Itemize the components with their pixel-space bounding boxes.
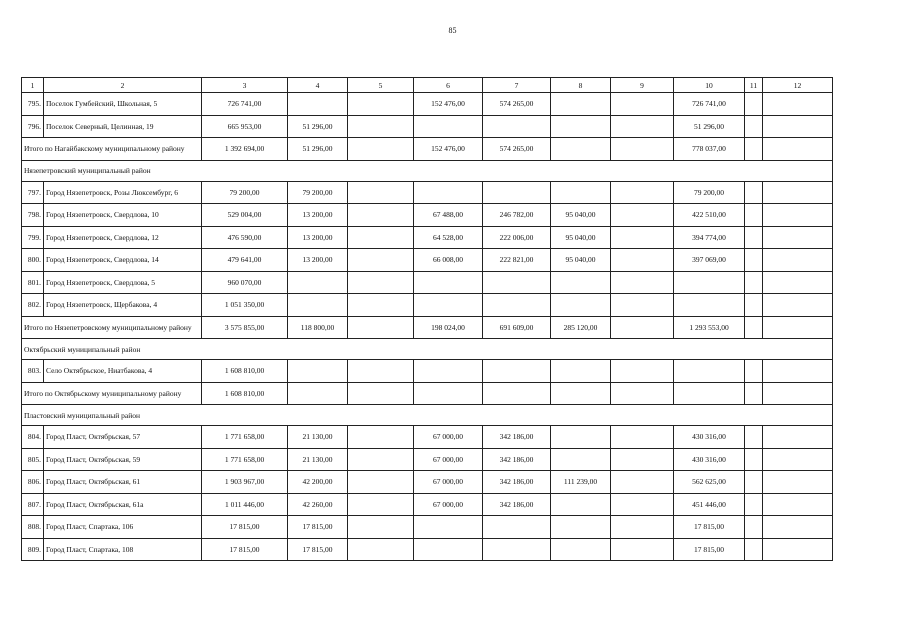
value-cell-c5 bbox=[348, 93, 414, 116]
row-number: 799. bbox=[22, 226, 44, 249]
value-cell-c8 bbox=[551, 493, 611, 516]
value-cell-c3: 476 590,00 bbox=[202, 226, 288, 249]
value-cell-c10: 778 037,00 bbox=[674, 138, 745, 161]
value-cell-c11 bbox=[745, 93, 763, 116]
value-cell-c7 bbox=[483, 115, 551, 138]
column-header: 10 bbox=[674, 78, 745, 93]
repair-costs-table bbox=[21, 77, 833, 561]
value-cell-c7: 342 186,00 bbox=[483, 471, 551, 494]
table-row bbox=[22, 271, 833, 294]
value-cell-c7: 574 265,00 bbox=[483, 138, 551, 161]
value-cell-c10: 1 293 553,00 bbox=[674, 316, 745, 339]
page-number: 85 bbox=[448, 26, 457, 35]
row-number: 802. bbox=[22, 294, 44, 317]
value-cell-c11 bbox=[745, 360, 763, 383]
value-cell-c5 bbox=[348, 294, 414, 317]
value-cell-c6 bbox=[414, 360, 483, 383]
section-title: Октябрьский муниципальный район bbox=[22, 339, 833, 360]
value-cell-c9 bbox=[611, 115, 674, 138]
value-cell-c11 bbox=[745, 382, 763, 405]
value-cell-c8 bbox=[551, 93, 611, 116]
value-cell-c4: 79 200,00 bbox=[288, 181, 348, 204]
value-cell-c9 bbox=[611, 516, 674, 539]
value-cell-c5 bbox=[348, 271, 414, 294]
value-cell-c5 bbox=[348, 516, 414, 539]
value-cell-c9 bbox=[611, 271, 674, 294]
column-header: 6 bbox=[414, 78, 483, 93]
value-cell-c10: 726 741,00 bbox=[674, 93, 745, 116]
value-cell-c12 bbox=[763, 516, 833, 539]
address-cell: Село Октябрьское, Ниатбакова, 4 bbox=[44, 360, 202, 383]
value-cell-c6: 64 528,00 bbox=[414, 226, 483, 249]
column-header: 7 bbox=[483, 78, 551, 93]
value-cell-c6 bbox=[414, 516, 483, 539]
row-number: 800. bbox=[22, 249, 44, 272]
value-cell-c11 bbox=[745, 181, 763, 204]
column-header: 5 bbox=[348, 78, 414, 93]
value-cell-c10: 394 774,00 bbox=[674, 226, 745, 249]
value-cell-c3: 1 608 810,00 bbox=[202, 360, 288, 383]
value-cell-c8 bbox=[551, 538, 611, 561]
value-cell-c12 bbox=[763, 93, 833, 116]
value-cell-c6: 66 008,00 bbox=[414, 249, 483, 272]
value-cell-c11 bbox=[745, 249, 763, 272]
value-cell-c11 bbox=[745, 426, 763, 449]
value-cell-c7 bbox=[483, 516, 551, 539]
value-cell-c6: 67 000,00 bbox=[414, 493, 483, 516]
row-number: 803. bbox=[22, 360, 44, 383]
table-row bbox=[22, 360, 833, 383]
value-cell-c4 bbox=[288, 382, 348, 405]
value-cell-c12 bbox=[763, 471, 833, 494]
value-cell-c9 bbox=[611, 226, 674, 249]
column-header: 2 bbox=[44, 78, 202, 93]
value-cell-c11 bbox=[745, 226, 763, 249]
row-number: 801. bbox=[22, 271, 44, 294]
total-row bbox=[22, 316, 833, 339]
row-number: 807. bbox=[22, 493, 44, 516]
value-cell-c6 bbox=[414, 115, 483, 138]
value-cell-c12 bbox=[763, 316, 833, 339]
value-cell-c5 bbox=[348, 426, 414, 449]
value-cell-c7 bbox=[483, 360, 551, 383]
value-cell-c7 bbox=[483, 294, 551, 317]
value-cell-c7: 222 006,00 bbox=[483, 226, 551, 249]
value-cell-c9 bbox=[611, 204, 674, 227]
value-cell-c12 bbox=[763, 226, 833, 249]
value-cell-c10 bbox=[674, 360, 745, 383]
table-row bbox=[22, 181, 833, 204]
value-cell-c10: 397 069,00 bbox=[674, 249, 745, 272]
table-row bbox=[22, 448, 833, 471]
value-cell-c8 bbox=[551, 448, 611, 471]
value-cell-c9 bbox=[611, 93, 674, 116]
value-cell-c3: 3 575 855,00 bbox=[202, 316, 288, 339]
value-cell-c11 bbox=[745, 204, 763, 227]
column-header: 12 bbox=[763, 78, 833, 93]
value-cell-c3: 1 608 810,00 bbox=[202, 382, 288, 405]
row-number: 795. bbox=[22, 93, 44, 116]
value-cell-c4: 42 260,00 bbox=[288, 493, 348, 516]
value-cell-c5 bbox=[348, 138, 414, 161]
value-cell-c12 bbox=[763, 493, 833, 516]
value-cell-c9 bbox=[611, 448, 674, 471]
value-cell-c3: 1 392 694,00 bbox=[202, 138, 288, 161]
value-cell-c8: 95 040,00 bbox=[551, 226, 611, 249]
value-cell-c4 bbox=[288, 294, 348, 317]
value-cell-c9 bbox=[611, 316, 674, 339]
value-cell-c7: 246 782,00 bbox=[483, 204, 551, 227]
value-cell-c11 bbox=[745, 294, 763, 317]
address-cell: Город Пласт, Октябрьская, 61а bbox=[44, 493, 202, 516]
table-row bbox=[22, 226, 833, 249]
total-row bbox=[22, 382, 833, 405]
value-cell-c7: 342 186,00 bbox=[483, 448, 551, 471]
value-cell-c4: 118 800,00 bbox=[288, 316, 348, 339]
address-cell: Город Нязепетровск, Розы Люксембург, 6 bbox=[44, 181, 202, 204]
total-label: Итого по Октябрьскому муниципальному району bbox=[22, 382, 202, 405]
value-cell-c3: 1 011 446,00 bbox=[202, 493, 288, 516]
address-cell: Город Нязепетровск, Свердлова, 14 bbox=[44, 249, 202, 272]
value-cell-c11 bbox=[745, 516, 763, 539]
address-cell: Город Пласт, Октябрьская, 61 bbox=[44, 471, 202, 494]
table-row bbox=[22, 516, 833, 539]
value-cell-c4: 13 200,00 bbox=[288, 226, 348, 249]
value-cell-c7 bbox=[483, 382, 551, 405]
value-cell-c8 bbox=[551, 516, 611, 539]
value-cell-c10: 562 625,00 bbox=[674, 471, 745, 494]
row-number: 806. bbox=[22, 471, 44, 494]
value-cell-c11 bbox=[745, 493, 763, 516]
value-cell-c3: 17 815,00 bbox=[202, 538, 288, 561]
value-cell-c3: 79 200,00 bbox=[202, 181, 288, 204]
value-cell-c10 bbox=[674, 294, 745, 317]
table-row bbox=[22, 426, 833, 449]
value-cell-c4 bbox=[288, 93, 348, 116]
value-cell-c9 bbox=[611, 294, 674, 317]
value-cell-c8 bbox=[551, 426, 611, 449]
value-cell-c7 bbox=[483, 181, 551, 204]
value-cell-c11 bbox=[745, 471, 763, 494]
value-cell-c6 bbox=[414, 181, 483, 204]
value-cell-c7: 342 186,00 bbox=[483, 493, 551, 516]
value-cell-c8 bbox=[551, 181, 611, 204]
value-cell-c3: 1 771 658,00 bbox=[202, 426, 288, 449]
value-cell-c6 bbox=[414, 271, 483, 294]
value-cell-c4: 42 200,00 bbox=[288, 471, 348, 494]
address-cell: Поселок Северный, Целинная, 19 bbox=[44, 115, 202, 138]
value-cell-c9 bbox=[611, 538, 674, 561]
table-body bbox=[22, 78, 833, 561]
section-title: Пластовский муниципальный район bbox=[22, 405, 833, 426]
table-row bbox=[22, 294, 833, 317]
value-cell-c9 bbox=[611, 471, 674, 494]
value-cell-c6: 152 476,00 bbox=[414, 138, 483, 161]
row-number: 805. bbox=[22, 448, 44, 471]
value-cell-c8 bbox=[551, 115, 611, 138]
value-cell-c5 bbox=[348, 448, 414, 471]
value-cell-c12 bbox=[763, 181, 833, 204]
value-cell-c4 bbox=[288, 271, 348, 294]
value-cell-c8 bbox=[551, 382, 611, 405]
column-header: 3 bbox=[202, 78, 288, 93]
value-cell-c6 bbox=[414, 538, 483, 561]
value-cell-c5 bbox=[348, 471, 414, 494]
value-cell-c5 bbox=[348, 204, 414, 227]
value-cell-c10 bbox=[674, 271, 745, 294]
value-cell-c8 bbox=[551, 138, 611, 161]
value-cell-c11 bbox=[745, 316, 763, 339]
value-cell-c3: 960 070,00 bbox=[202, 271, 288, 294]
value-cell-c10: 451 446,00 bbox=[674, 493, 745, 516]
section-row bbox=[22, 160, 833, 181]
section-title: Нязепетровский муниципальный район bbox=[22, 160, 833, 181]
column-header: 9 bbox=[611, 78, 674, 93]
value-cell-c9 bbox=[611, 493, 674, 516]
value-cell-c11 bbox=[745, 538, 763, 561]
value-cell-c4: 21 130,00 bbox=[288, 448, 348, 471]
value-cell-c5 bbox=[348, 360, 414, 383]
value-cell-c12 bbox=[763, 538, 833, 561]
address-cell: Поселок Гумбейский, Школьная, 5 bbox=[44, 93, 202, 116]
value-cell-c5 bbox=[348, 226, 414, 249]
value-cell-c6: 67 000,00 bbox=[414, 426, 483, 449]
value-cell-c3: 479 641,00 bbox=[202, 249, 288, 272]
value-cell-c4: 51 296,00 bbox=[288, 138, 348, 161]
value-cell-c4: 51 296,00 bbox=[288, 115, 348, 138]
value-cell-c6 bbox=[414, 294, 483, 317]
value-cell-c7: 691 609,00 bbox=[483, 316, 551, 339]
value-cell-c3: 529 004,00 bbox=[202, 204, 288, 227]
value-cell-c12 bbox=[763, 294, 833, 317]
value-cell-c5 bbox=[348, 181, 414, 204]
value-cell-c9 bbox=[611, 138, 674, 161]
value-cell-c10: 422 510,00 bbox=[674, 204, 745, 227]
value-cell-c8: 285 120,00 bbox=[551, 316, 611, 339]
column-header: 1 bbox=[22, 78, 44, 93]
table-row bbox=[22, 115, 833, 138]
value-cell-c10: 430 316,00 bbox=[674, 448, 745, 471]
value-cell-c5 bbox=[348, 493, 414, 516]
address-cell: Город Нязепетровск, Свердлова, 5 bbox=[44, 271, 202, 294]
value-cell-c12 bbox=[763, 115, 833, 138]
value-cell-c7 bbox=[483, 271, 551, 294]
header-row bbox=[22, 78, 833, 93]
value-cell-c10: 79 200,00 bbox=[674, 181, 745, 204]
row-number: 797. bbox=[22, 181, 44, 204]
value-cell-c9 bbox=[611, 382, 674, 405]
row-number: 804. bbox=[22, 426, 44, 449]
value-cell-c3: 1 771 658,00 bbox=[202, 448, 288, 471]
table-row bbox=[22, 204, 833, 227]
value-cell-c11 bbox=[745, 115, 763, 138]
column-header: 4 bbox=[288, 78, 348, 93]
row-number: 809. bbox=[22, 538, 44, 561]
column-header: 8 bbox=[551, 78, 611, 93]
value-cell-c10: 51 296,00 bbox=[674, 115, 745, 138]
value-cell-c9 bbox=[611, 181, 674, 204]
address-cell: Город Нязепетровск, Свердлова, 12 bbox=[44, 226, 202, 249]
value-cell-c4: 17 815,00 bbox=[288, 538, 348, 561]
value-cell-c12 bbox=[763, 138, 833, 161]
value-cell-c3: 1 051 350,00 bbox=[202, 294, 288, 317]
address-cell: Город Нязепетровск, Щербакова, 4 bbox=[44, 294, 202, 317]
row-number: 796. bbox=[22, 115, 44, 138]
value-cell-c4: 17 815,00 bbox=[288, 516, 348, 539]
address-cell: Город Пласт, Спартака, 106 bbox=[44, 516, 202, 539]
value-cell-c12 bbox=[763, 426, 833, 449]
value-cell-c12 bbox=[763, 448, 833, 471]
total-label: Итого по Нязепетровскому муниципальному району bbox=[22, 316, 202, 339]
value-cell-c6: 67 488,00 bbox=[414, 204, 483, 227]
value-cell-c6: 152 476,00 bbox=[414, 93, 483, 116]
table-row bbox=[22, 493, 833, 516]
value-cell-c8: 95 040,00 bbox=[551, 204, 611, 227]
value-cell-c4: 13 200,00 bbox=[288, 204, 348, 227]
value-cell-c12 bbox=[763, 271, 833, 294]
value-cell-c9 bbox=[611, 249, 674, 272]
value-cell-c7: 342 186,00 bbox=[483, 426, 551, 449]
value-cell-c11 bbox=[745, 448, 763, 471]
value-cell-c5 bbox=[348, 115, 414, 138]
row-number: 798. bbox=[22, 204, 44, 227]
table-row bbox=[22, 538, 833, 561]
value-cell-c10 bbox=[674, 382, 745, 405]
value-cell-c6: 198 024,00 bbox=[414, 316, 483, 339]
value-cell-c6: 67 000,00 bbox=[414, 471, 483, 494]
row-number: 808. bbox=[22, 516, 44, 539]
value-cell-c10: 17 815,00 bbox=[674, 516, 745, 539]
value-cell-c12 bbox=[763, 204, 833, 227]
value-cell-c11 bbox=[745, 271, 763, 294]
value-cell-c4: 21 130,00 bbox=[288, 426, 348, 449]
value-cell-c11 bbox=[745, 138, 763, 161]
column-header: 11 bbox=[745, 78, 763, 93]
value-cell-c12 bbox=[763, 382, 833, 405]
value-cell-c9 bbox=[611, 426, 674, 449]
value-cell-c10: 17 815,00 bbox=[674, 538, 745, 561]
value-cell-c5 bbox=[348, 316, 414, 339]
address-cell: Город Нязепетровск, Свердлова, 10 bbox=[44, 204, 202, 227]
section-row bbox=[22, 339, 833, 360]
total-label: Итого по Нагайбакскому муниципальному району bbox=[22, 138, 202, 161]
value-cell-c7: 574 265,00 bbox=[483, 93, 551, 116]
table-row bbox=[22, 93, 833, 116]
value-cell-c8 bbox=[551, 271, 611, 294]
value-cell-c5 bbox=[348, 382, 414, 405]
value-cell-c10: 430 316,00 bbox=[674, 426, 745, 449]
table-row bbox=[22, 471, 833, 494]
value-cell-c4: 13 200,00 bbox=[288, 249, 348, 272]
total-row bbox=[22, 138, 833, 161]
value-cell-c5 bbox=[348, 538, 414, 561]
address-cell: Город Пласт, Спартака, 108 bbox=[44, 538, 202, 561]
value-cell-c12 bbox=[763, 249, 833, 272]
value-cell-c7: 222 821,00 bbox=[483, 249, 551, 272]
value-cell-c9 bbox=[611, 360, 674, 383]
address-cell: Город Пласт, Октябрьская, 59 bbox=[44, 448, 202, 471]
value-cell-c6 bbox=[414, 382, 483, 405]
value-cell-c12 bbox=[763, 360, 833, 383]
value-cell-c8: 111 239,00 bbox=[551, 471, 611, 494]
value-cell-c8: 95 040,00 bbox=[551, 249, 611, 272]
value-cell-c4 bbox=[288, 360, 348, 383]
value-cell-c3: 17 815,00 bbox=[202, 516, 288, 539]
table-row bbox=[22, 249, 833, 272]
section-row bbox=[22, 405, 833, 426]
value-cell-c3: 726 741,00 bbox=[202, 93, 288, 116]
value-cell-c3: 1 903 967,00 bbox=[202, 471, 288, 494]
value-cell-c5 bbox=[348, 249, 414, 272]
value-cell-c7 bbox=[483, 538, 551, 561]
value-cell-c3: 665 953,00 bbox=[202, 115, 288, 138]
address-cell: Город Пласт, Октябрьская, 57 bbox=[44, 426, 202, 449]
value-cell-c8 bbox=[551, 294, 611, 317]
value-cell-c6: 67 000,00 bbox=[414, 448, 483, 471]
value-cell-c8 bbox=[551, 360, 611, 383]
